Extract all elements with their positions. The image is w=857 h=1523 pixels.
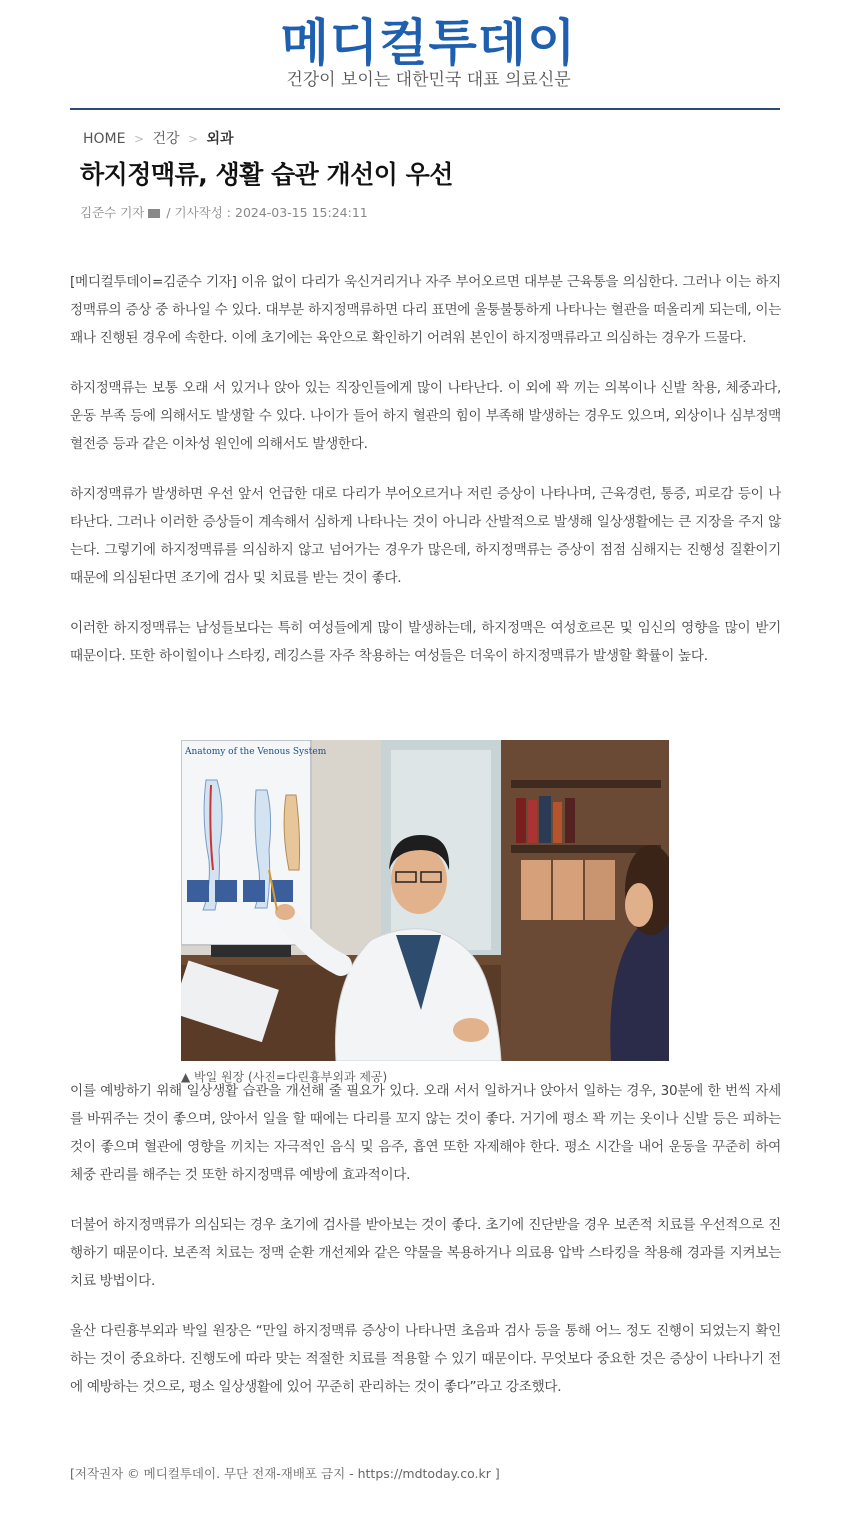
article-paragraph: 이러한 하지정맥류는 남성들보다는 특히 여성들에게 많이 발생하는데, 하지정맥은 여성호르몬 및 임신의 영향을 많이 받기 때문이다. 또한 하이힐이나 스타킹, 레깅스를 자주 착용하는 여성들은 더욱이 하지정맥류가 발생할 확률이 높다. [70, 620, 781, 664]
article-paragraph: 울산 다린흉부외과 박일 원장은 “만일 하지정맥류 증상이 나타나면 초음파 검사 등을 통해 어느 정도 진행이 되었는지 확인하는 것이 중요하다. 진행도에 따라 맞는 적절한 치료를 적용할 수 있기 때문이다. 무엇보다 중요한 것은 증상이 나타나기 전에 예방하는 것으로, 평소 일상생활에 있어 꾸준히 관리하는 것이 좋다”라고 강조했다. [70, 1323, 781, 1395]
article-paragraph: 이를 예방하기 위해 일상생활 습관을 개선해 줄 필요가 있다. 오래 서서 일하거나 앉아서 일하는 경우, 30분에 한 번씩 자세를 바꿔주는 것이 좋으며, 앉아서 일을 할 때에는 다리를 꼬지 않는 것이 좋다. 거기에 평소 꽉 끼는 옷이나 신발 등은 피하는 것이 좋으며 혈관에 영향을 끼치는 자극적인 음식 및 음주, 흡연 또한 자제해야 한다. 평소 시간을 내어 운동을 꾸준히 하여 체중 관리를 해주는 것 또한 하지정맥류 예방에 효과적이다. [70, 1083, 781, 1183]
author-name[interactable]: 김준수 기자 [80, 205, 145, 220]
article-meta [80, 203, 368, 221]
article-paragraph: 더불어 하지정맥류가 의심되는 경우 초기에 검사를 받아보는 것이 좋다. 초기에 진단받을 경우 보존적 치료를 우선적으로 진행하기 때문이다. 보존적 치료는 정맥 순환 개선제와 같은 약물을 복용하거나 의료용 압박 스타킹을 착용해 경과를 지켜보는 치료 방법이다. [70, 1217, 781, 1289]
doctor-photo-illustration [181, 740, 669, 1061]
breadcrumb [83, 128, 234, 148]
article-paragraph: 하지정맥류는 보통 오래 서 있거나 앉아 있는 직장인들에게 많이 나타난다. 이 외에 꽉 끼는 의복이나 신발 착용, 체중과다, 운동 부족 등에 의해서도 발생할 수 있다. 나이가 들어 하지 혈관의 힘이 부족해 발생하는 경우도 있으며, 외상이나 심부정맥혈전증 등과 같은 이차성 원인에 의해서도 발생한다. [70, 380, 781, 452]
publish-date: / 기사작성 : 2024-03-15 15:24:11 [166, 205, 368, 220]
masthead [0, 0, 857, 96]
photo-caption: ▲ 박일 원장 (사진=다린흉부외과 제공) [181, 1070, 388, 1084]
poster-title: Anatomy of the Venous System [185, 747, 327, 757]
article-paragraph: 하지정맥류가 발생하면 우선 앞서 언급한 대로 다리가 부어오르거나 저린 증상이 나타나며, 근육경련, 통증, 피로감 등이 나타난다. 그러나 이러한 증상들이 계속해서 심하게 나타나는 것이 아니라 산발적으로 발생해 일상생활에는 큰 지장을 주지 않는다. 그렇기에 하지정맥류를 의심하지 않고 넘어가는 경우가 많은데, 하지정맥류는 증상이 점점 심해지는 진행성 질환이기 때문에 의심된다면 조기에 검사 및 치료를 받는 것이 좋다. [70, 486, 781, 586]
breadcrumb-separator: > [187, 132, 199, 146]
breadcrumb-section-link[interactable]: 건강 [152, 131, 180, 147]
breadcrumb-current-link[interactable]: 외과 [206, 131, 234, 147]
breadcrumb-separator: > [133, 132, 144, 146]
article-title: 하지정맥류, 생활 습관 개선이 우선 [80, 160, 453, 189]
site-logo[interactable]: 메디컬투데이 [280, 14, 577, 72]
site-slogan: 건강이 보이는 대한민국 대표 의료신문 [286, 70, 571, 90]
article-photo[interactable] [181, 740, 669, 1061]
email-icon[interactable] [148, 209, 160, 218]
article-paragraph: [메디컬투데이=김준수 기자] 이유 없이 다리가 욱신거리거나 자주 부어오르면 대부분 근육통을 의심한다. 그러나 이는 하지정맥류의 증상 중 하나일 수 있다. 대부분 하지정맥류하면 다리 표면에 울퉁불퉁하게 나타나는 혈관을 떠올리게 되는데, 이는 꽤나 진행된 경우에 속한다. 이에 초기에는 육안으로 확인하기 어려워 본인이 하지정맥류라고 의심하는 경우가 드물다. [70, 274, 781, 346]
breadcrumb-home-link[interactable]: HOME [83, 131, 126, 147]
header-divider [70, 108, 780, 110]
copyright-notice: [저작권자 © 메디컬투데이. 무단 전재-재배포 금지 - https://mdtoday.co.kr ] [70, 1466, 500, 1481]
